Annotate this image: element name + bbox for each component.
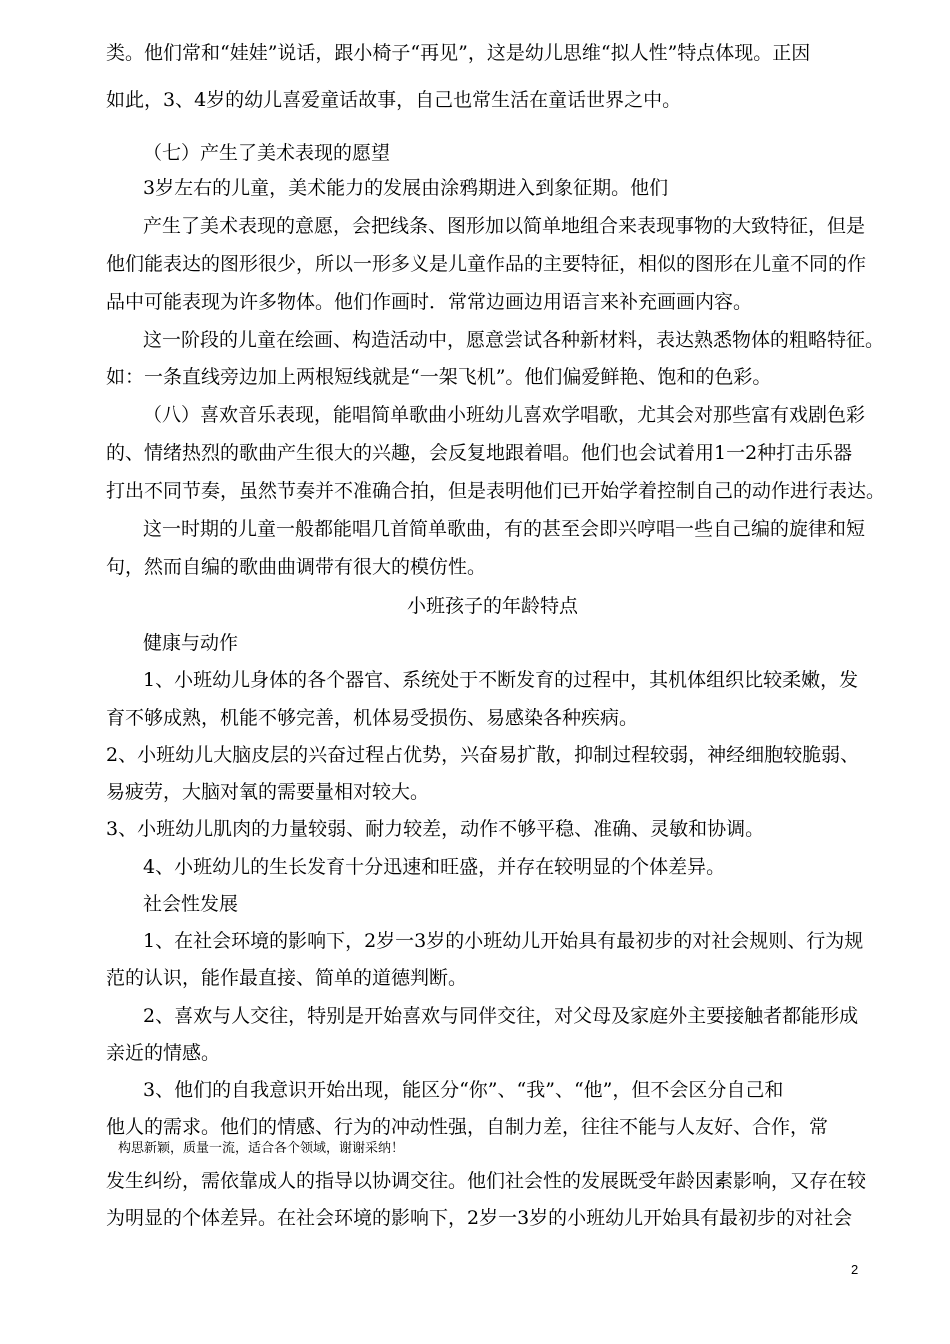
subsection-heading: 健康与动作 <box>143 632 239 654</box>
page-number: 2 <box>851 1262 859 1277</box>
text-line: 这一时期的儿童一般都能唱几首简单歌曲，有的甚至会即兴哼唱一些自己编的旋律和短 <box>143 518 866 540</box>
text-line: 这一阶段的儿童在绘画、构造活动中，愿意尝试各种新材料，表达熟悉物体的粗略特征。 <box>143 329 885 351</box>
text-line: 句，然而自编的歌曲曲调带有很大的模仿性。 <box>106 556 487 578</box>
subsection-heading: 社会性发展 <box>143 893 239 915</box>
text-line: 为明显的个体差异。在社会环境的影响下，2岁一3岁的小班幼儿开始具有最初步的对社会 <box>106 1207 853 1229</box>
text-line: 亲近的情感。 <box>106 1042 221 1064</box>
text-line: 2、小班幼儿大脑皮层的兴奋过程占优势，兴奋易扩散，抑制过程较弱，神经细胞较脆弱、 <box>106 744 860 766</box>
text-line: 发生纠纷，需依靠成人的指导以协调交往。他们社会性的发展既受年龄因素影响，又存在较 <box>106 1170 867 1192</box>
text-line: 范的认识，能作最直接、简单的道德判断。 <box>106 967 468 989</box>
text-line: 打出不同节奏，虽然节奏并不准确合拍，但是表明他们已开始学着控制自己的动作进行表达。 <box>106 480 886 502</box>
text-line: 育不够成熟，机能不够完善，机体易受损伤、易感染各种疾病。 <box>106 707 639 729</box>
footer-note: 构思新颖，质量一流，适合各个领域，谢谢采纳！ <box>118 1141 405 1156</box>
text-line: 2、喜欢与人交往，特别是开始喜欢与同伴交往，对父母及家庭外主要接触者都能形成 <box>143 1005 859 1027</box>
text-line: 的、情绪热烈的歌曲产生很大的兴趣，会反复地跟着唱。他们也会试着用1一2种打击乐器 <box>106 442 853 464</box>
text-line: 3岁左右的儿童，美术能力的发展由涂鸦期进入到象征期。他们 <box>143 177 669 199</box>
text-line: 产生了美术表现的意愿，会把线条、图形加以简单地组合来表现事物的大致特征，但是 <box>143 215 866 237</box>
text-line: 类。他们常和“娃娃”说话，跟小椅子“再见”，这是幼儿思维“拟人性”特点体现。正因 <box>106 42 811 64</box>
text-line: 4、小班幼儿的生长发育十分迅速和旺盛，并存在较明显的个体差异。 <box>143 856 726 878</box>
text-line: 1、小班幼儿身体的各个器官、系统处于不断发育的过程中，其机体组织比较柔嫩，发 <box>143 669 859 691</box>
text-line: 易疲劳，大脑对氧的需要量相对较大。 <box>106 781 430 803</box>
page-section-title: 小班孩子的年龄特点 <box>407 595 579 617</box>
text-line: 如此，3、4岁的幼儿喜爱童话故事，自己也常生活在童话世界之中。 <box>106 89 682 111</box>
text-line: 他们能表达的图形很少，所以一形多义是儿童作品的主要特征，相似的图形在儿童不同的作 <box>106 253 867 275</box>
text-line: （八）喜欢音乐表现，能唱简单歌曲小班幼儿喜欢学唱歌，尤其会对那些富有戏剧色彩 <box>143 404 866 426</box>
text-line: 他人的需求。他们的情感、行为的冲动性强，自制力差，往往不能与人友好、合作，常 <box>106 1116 829 1138</box>
text-line: 如：一条直线旁边加上两根短线就是“一架飞机”。他们偏爱鲜艳、饱和的色彩。 <box>106 366 772 388</box>
text-line: 3、小班幼儿肌肉的力量较弱、耐力较差，动作不够平稳、准确、灵敏和协调。 <box>106 818 765 840</box>
text-line: 品中可能表现为许多物体。他们作画时．常常边画边用语言来补充画画内容。 <box>106 291 753 313</box>
text-line: 3、他们的自我意识开始出现，能区分“你”、“我”、“他”，但不会区分自己和 <box>143 1079 784 1101</box>
text-line: 1、在社会环境的影响下，2岁一3岁的小班幼儿开始具有最初步的对社会规则、行为规 <box>143 930 864 952</box>
section-heading: （七）产生了美术表现的愿望 <box>143 142 391 164</box>
